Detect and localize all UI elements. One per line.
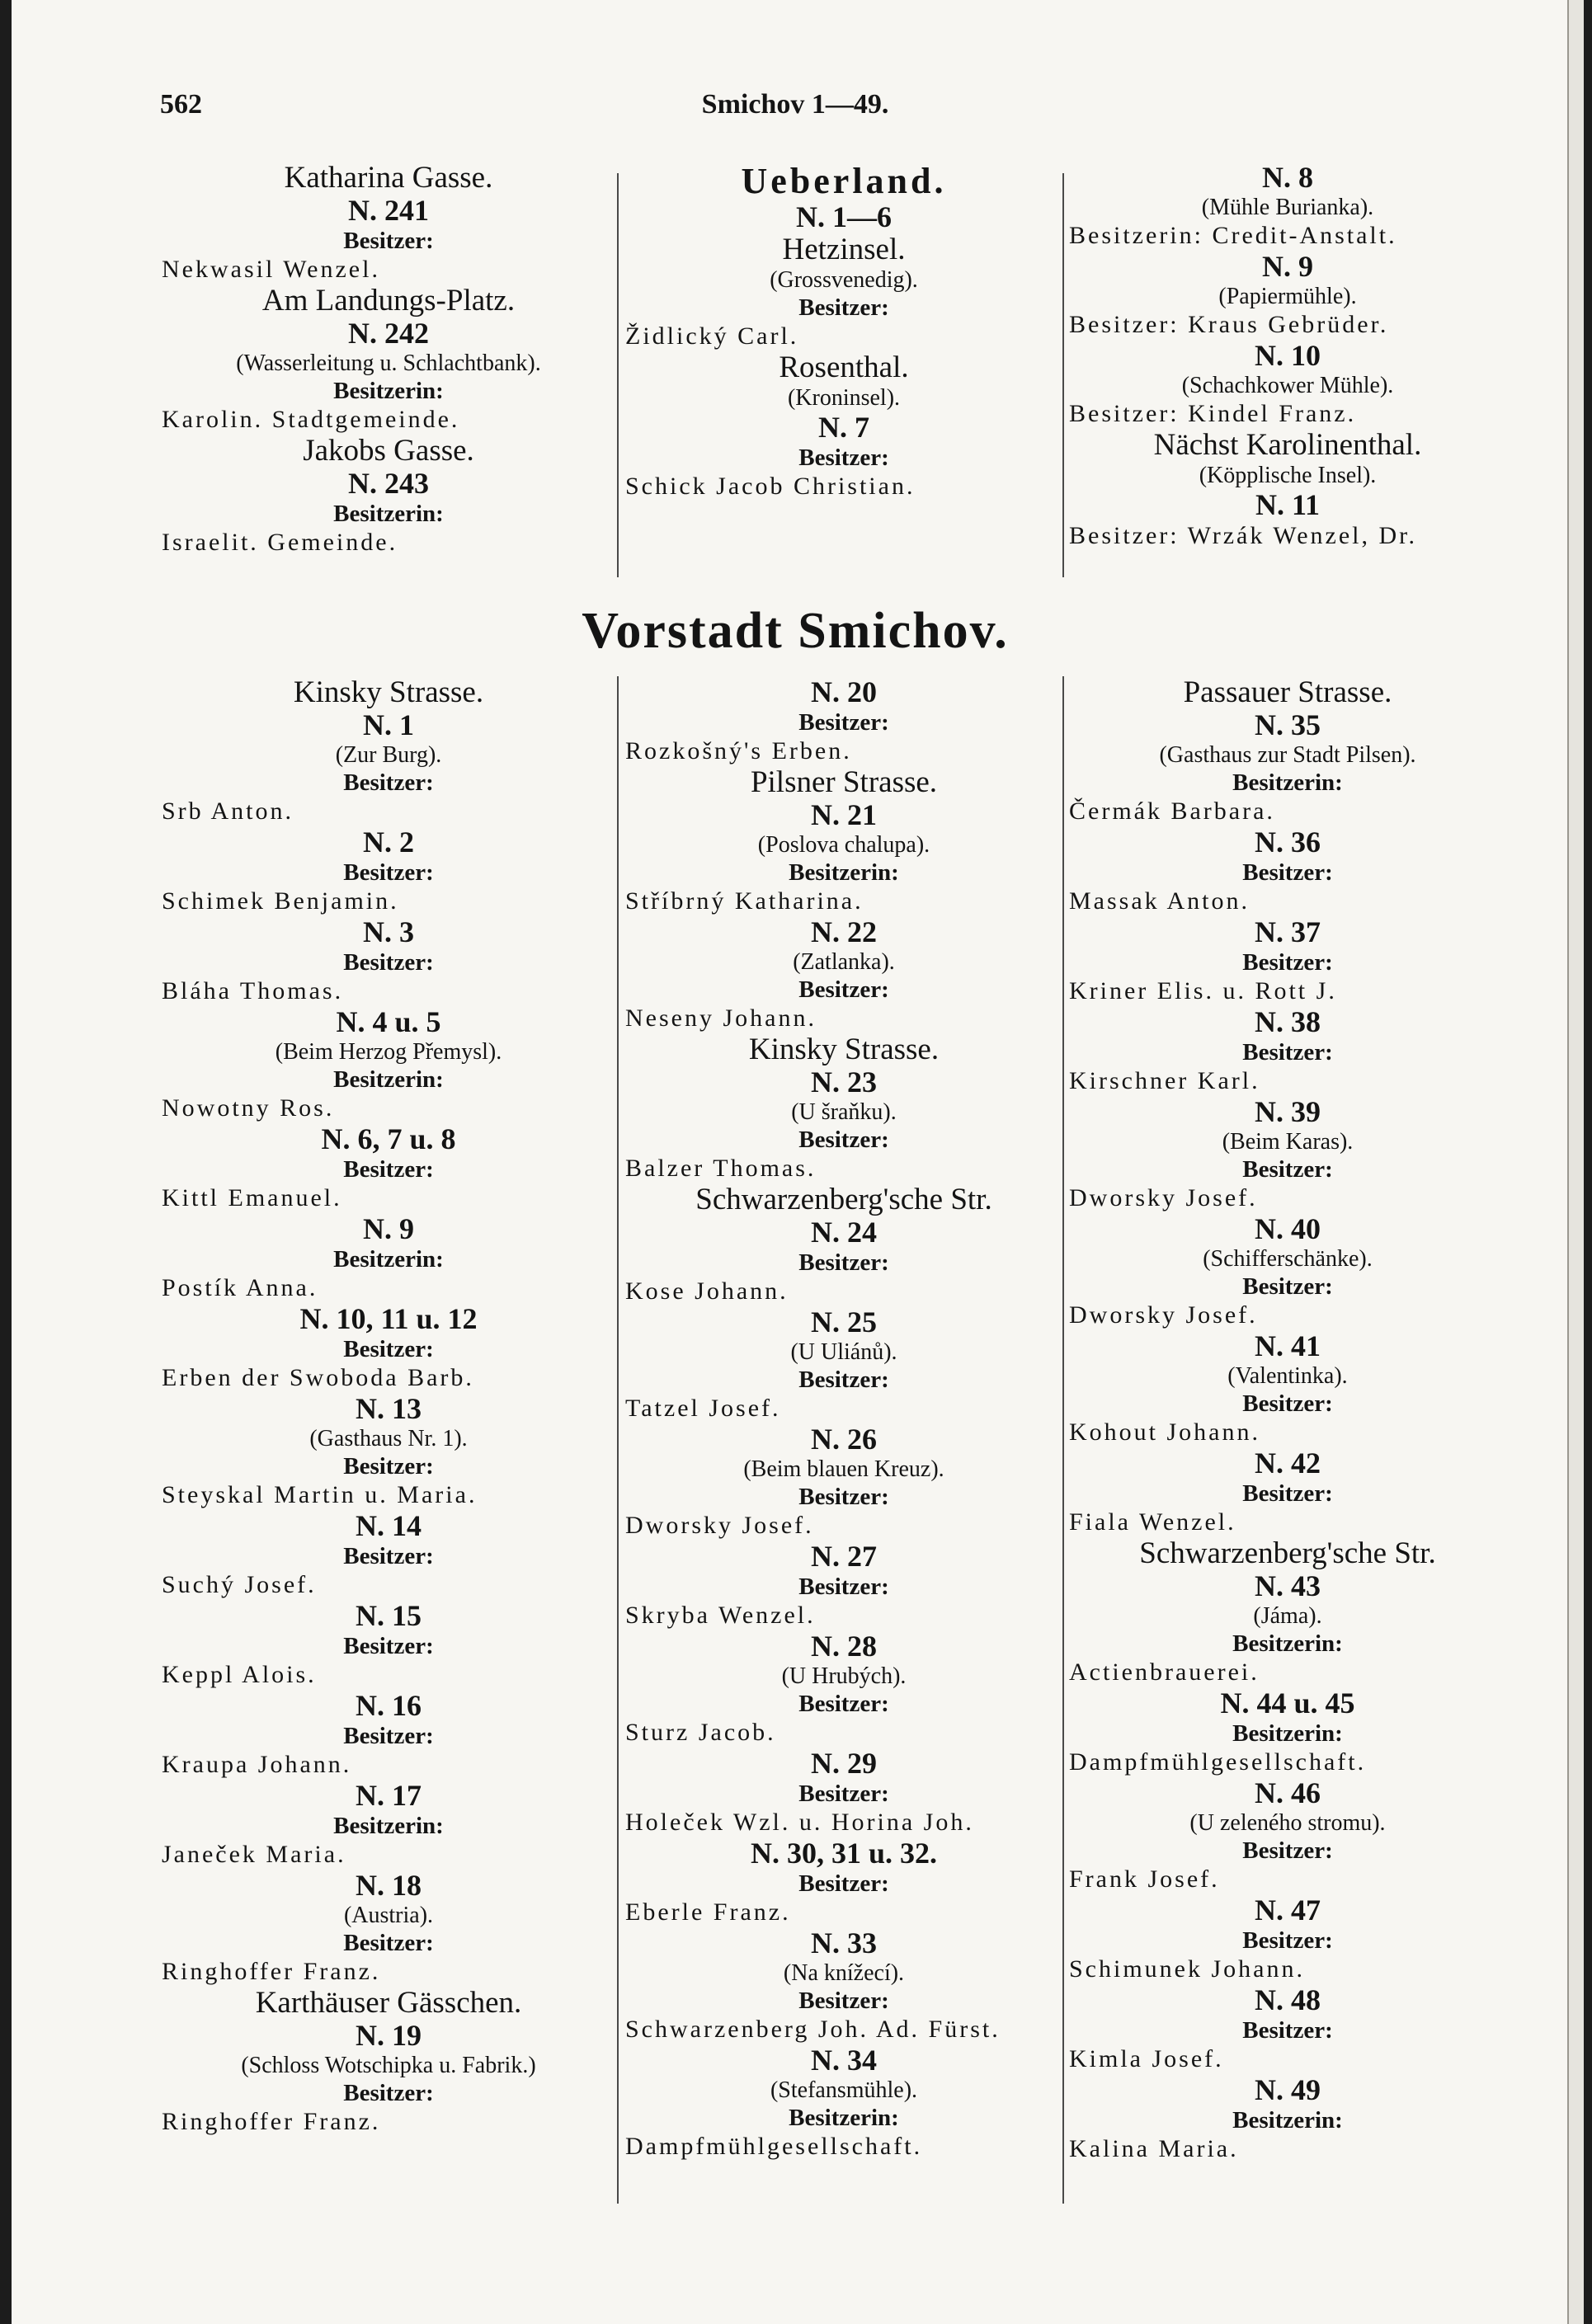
owner-name: Tatzel Josef. [625, 1395, 781, 1422]
house-name: (Kroninsel). [787, 385, 901, 411]
top-column-middle [625, 162, 1062, 501]
house-number: N. 28 [811, 1630, 877, 1663]
house-number: N. 14 [356, 1509, 422, 1542]
owner-label: Besitzerin: [789, 2105, 899, 2131]
owner-name: Eberle Franz. [625, 1898, 791, 1926]
street-name: Kinsky Strasse. [748, 1033, 940, 1066]
owner-label: Besitzerin: [333, 1246, 444, 1273]
owner-name: Schimunek Johann. [1069, 1955, 1305, 1983]
owner-label: Besitzer: [798, 1781, 889, 1807]
owner-name: Rozkošný's Erben. [625, 737, 852, 764]
house-number: N. 4 u. 5 [336, 1005, 441, 1038]
owner-name: Neseny Johann. [625, 1004, 817, 1032]
house-name: (Papiermühle). [1218, 284, 1357, 309]
owner-name: Nowotny Ros. [162, 1094, 335, 1122]
house-number: N. 13 [356, 1392, 422, 1425]
street-name: Schwarzenberg'sche Str. [1139, 1536, 1436, 1570]
house-number: N. 35 [1255, 708, 1321, 741]
owner-name: Dampfmühlgesellschaft. [1069, 1748, 1367, 1776]
house-name: (Poslova chalupa). [757, 832, 930, 858]
column-rule [617, 676, 619, 2204]
house-number: N. 38 [1255, 1005, 1321, 1038]
owner-name: Ringhoffer Franz. [162, 2108, 381, 2135]
owner-name: Kittl Emanuel. [162, 1184, 342, 1211]
owner-name: Srb Anton. [162, 797, 294, 825]
owner-name: Schick Jacob Christian. [625, 473, 916, 500]
owner-name: Janeček Maria. [162, 1841, 346, 1868]
house-number: N. 23 [811, 1066, 877, 1098]
house-name: (Grossvenedig). [770, 267, 918, 293]
house-name: (Gasthaus Nr. 1). [309, 1426, 468, 1451]
house-number: N. 11 [1255, 488, 1320, 521]
house-name: (Wasserleitung u. Schlachtbank). [236, 350, 541, 376]
house-name: (Na knížecí). [783, 1960, 905, 1986]
owner-label: Besitzer: [798, 1691, 889, 1717]
owner-name: Postík Anna. [162, 1274, 318, 1301]
owner-label: Besitzer: [343, 2080, 434, 2106]
page-number: 562 [160, 89, 202, 120]
owner-name: Frank Josef. [1069, 1865, 1220, 1893]
owner-label: Besitzer: [1242, 1837, 1333, 1864]
house-number: N. 1—6 [796, 200, 892, 233]
house-number: N. 8 [1262, 161, 1313, 194]
owner-label: Besitzer: [798, 1988, 889, 2014]
owner-label: Besitzer: [798, 1367, 889, 1393]
owner-label: Besitzer: [1242, 1390, 1333, 1417]
owner-name: Steyskal Martin u. Maria. [162, 1481, 478, 1508]
owner-label: Besitzer: [343, 1633, 434, 1659]
owner-label: Besitzerin: [1232, 2107, 1343, 2133]
house-name: (Valentinka). [1227, 1363, 1348, 1389]
house-number: N. 18 [356, 1869, 422, 1902]
house-number: N. 33 [811, 1926, 877, 1959]
owner-name: Kriner Elis. u. Rott J. [1069, 977, 1337, 1004]
owner-label: Besitzer: [1242, 1273, 1333, 1300]
column-rule [617, 173, 619, 577]
house-name: (Schifferschänke). [1203, 1246, 1373, 1272]
owner-label: Besitzer: [1242, 2017, 1333, 2044]
owner-name: Besitzer: Kindel Franz. [1069, 400, 1357, 427]
house-name: (Stefansmühle). [770, 2077, 918, 2103]
house-number: N. 34 [811, 2044, 877, 2077]
owner-label: Besitzer: [798, 1484, 889, 1510]
house-number: N. 30, 31 u. 32. [750, 1837, 938, 1870]
owner-label: Besitzerin: [333, 1813, 444, 1839]
house-name: (Schachkower Mühle). [1181, 373, 1394, 398]
house-number: N. 46 [1255, 1776, 1321, 1809]
house-number: N. 36 [1255, 826, 1321, 859]
house-name: (Gasthaus zur Stadt Pilsen). [1159, 742, 1416, 768]
house-number: N. 7 [818, 411, 869, 444]
house-number: N. 42 [1255, 1447, 1321, 1480]
house-name: (Austria). [343, 1903, 434, 1928]
column-rule [1062, 173, 1064, 577]
house-number: N. 48 [1255, 1983, 1321, 2016]
page-header [12, 89, 1567, 129]
column-rule [1062, 676, 1064, 2204]
owner-name: Dampfmühlgesellschaft. [625, 2133, 923, 2160]
house-number: N. 243 [348, 467, 429, 500]
owner-label: Besitzer: [1242, 1480, 1333, 1507]
owner-name: Dworsky Josef. [1069, 1184, 1258, 1211]
bottom-column-right [1069, 676, 1506, 2164]
house-number: N. 21 [811, 798, 877, 831]
owner-label: Besitzerin: [333, 378, 444, 404]
owner-name: Balzer Thomas. [625, 1155, 817, 1182]
owner-label: Besitzerin: [333, 501, 444, 527]
house-number: N. 17 [356, 1779, 422, 1812]
house-number: N. 16 [356, 1689, 422, 1722]
house-number: N. 43 [1255, 1569, 1321, 1602]
owner-name: Kose Johann. [625, 1277, 789, 1305]
street-name: Schwarzenberg'sche Str. [695, 1183, 992, 1216]
owner-label: Besitzer: [798, 1249, 889, 1276]
owner-name: Nekwasil Wenzel. [162, 256, 380, 283]
house-number: N. 15 [356, 1599, 422, 1632]
house-name: (U šraňku). [791, 1099, 897, 1125]
owner-name: Skryba Wenzel. [625, 1602, 816, 1629]
owner-name: Dworsky Josef. [1069, 1301, 1258, 1329]
house-number: N. 19 [356, 2019, 422, 2052]
house-number: N. 242 [348, 317, 429, 350]
street-name: Passauer Strasse. [1183, 675, 1392, 709]
owner-name: Actienbrauerei. [1069, 1658, 1260, 1686]
street-name: Rosenthal. [779, 350, 909, 384]
owner-label: Besitzer: [1242, 859, 1333, 886]
owner-label: Besitzer: [798, 1127, 889, 1153]
house-number: N. 1 [363, 708, 414, 741]
house-number: N. 47 [1255, 1894, 1321, 1926]
owner-name: Kalina Maria. [1069, 2135, 1239, 2162]
street-name: Pilsner Strasse. [750, 765, 938, 799]
house-number: N. 41 [1255, 1329, 1321, 1362]
street-name: Nächst Karolinenthal. [1153, 428, 1422, 462]
owner-name: Israelit. Gemeinde. [162, 529, 398, 556]
owner-label: Besitzer: [1242, 949, 1333, 976]
owner-label: Besitzer: [798, 1574, 889, 1600]
owner-name: Sturz Jacob. [625, 1719, 776, 1746]
house-name: (Beim Herzog Přemysl). [275, 1039, 502, 1065]
top-column-left [162, 162, 615, 557]
owner-name: Kimla Josef. [1069, 2045, 1224, 2072]
owner-label: Besitzer: [343, 859, 434, 886]
bottom-column-left [162, 676, 615, 2137]
street-name: Karthäuser Gässchen. [255, 1986, 522, 2020]
running-head: Smichov 1—49. [701, 89, 889, 120]
district-heading: Ueberland. [741, 161, 947, 201]
house-name: (Mühle Burianka). [1201, 195, 1374, 220]
owner-label: Besitzer: [798, 976, 889, 1003]
owner-name: Kirschner Karl. [1069, 1067, 1260, 1094]
house-name: (Köpplische Insel). [1199, 463, 1377, 488]
owner-label: Besitzer: [798, 294, 889, 321]
house-number: N. 22 [811, 915, 877, 948]
street-name: Katharina Gasse. [284, 161, 493, 195]
house-number: N. 9 [1262, 250, 1313, 283]
street-name: Kinsky Strasse. [293, 675, 484, 709]
house-number: N. 6, 7 u. 8 [321, 1122, 456, 1155]
house-number: N. 10 [1255, 339, 1321, 372]
owner-label: Besitzer: [343, 228, 434, 254]
house-name: (Jáma). [1253, 1603, 1322, 1629]
owner-label: Besitzer: [343, 949, 434, 976]
owner-name: Besitzer: Kraus Gebrüder. [1069, 311, 1389, 338]
owner-name: Schimek Benjamin. [162, 887, 399, 915]
house-name: (Zur Burg). [335, 742, 442, 768]
house-number: N. 9 [363, 1212, 414, 1245]
owner-label: Besitzer: [1242, 1039, 1333, 1066]
house-number: N. 37 [1255, 915, 1321, 948]
owner-label: Besitzerin: [1232, 1630, 1343, 1657]
house-name: (U Hrubých). [781, 1663, 907, 1689]
house-number: N. 44 u. 45 [1220, 1687, 1355, 1719]
owner-label: Besitzer: [343, 1543, 434, 1569]
house-number: N. 25 [811, 1305, 877, 1338]
house-number: N. 27 [811, 1540, 877, 1573]
owner-name: Erben der Swoboda Barb. [162, 1364, 474, 1391]
house-name: (U zeleného stromu). [1189, 1810, 1386, 1836]
owner-name: Suchý Josef. [162, 1571, 317, 1598]
owner-label: Besitzer: [343, 1453, 434, 1480]
owner-name: Schwarzenberg Joh. Ad. Fürst. [625, 2016, 1001, 2043]
owner-name: Židlický Carl. [625, 322, 799, 350]
owner-name: Massak Anton. [1069, 887, 1250, 915]
owner-name: Keppl Alois. [162, 1661, 317, 1688]
owner-label: Besitzerin: [333, 1066, 444, 1093]
owner-label: Besitzer: [798, 709, 889, 736]
bottom-column-middle [625, 676, 1062, 2162]
owner-name: Karolin. Stadtgemeinde. [162, 406, 460, 433]
house-number: N. 3 [363, 915, 414, 948]
street-name: Jakobs Gasse. [303, 434, 474, 468]
owner-name: Ringhoffer Franz. [162, 1958, 381, 1985]
owner-name: Dworsky Josef. [625, 1512, 814, 1539]
house-number: N. 29 [811, 1747, 877, 1780]
owner-name: Besitzer: Wrzák Wenzel, Dr. [1069, 522, 1417, 549]
owner-label: Besitzer: [1242, 1156, 1333, 1183]
owner-label: Besitzer: [343, 1336, 434, 1362]
house-number: N. 10, 11 u. 12 [299, 1302, 478, 1335]
owner-label: Besitzerin: [1232, 769, 1343, 796]
owner-label: Besitzer: [1242, 1927, 1333, 1954]
house-number: N. 241 [348, 194, 429, 227]
house-name: (Beim Karas). [1222, 1129, 1354, 1155]
owner-name: Holeček Wzl. u. Horina Joh. [625, 1809, 974, 1836]
page [12, 0, 1584, 2324]
owner-label: Besitzer: [343, 1156, 434, 1183]
owner-label: Besitzer: [798, 1870, 889, 1897]
house-name: (Schloss Wotschipka u. Fabrik.) [241, 2053, 536, 2078]
owner-label: Besitzer: [343, 769, 434, 796]
house-number: N. 39 [1255, 1095, 1321, 1128]
owner-name: Besitzerin: Credit-Anstalt. [1069, 222, 1397, 249]
house-name: (Beim blauen Kreuz). [743, 1456, 944, 1482]
section-title: Vorstadt Smichov. [582, 603, 1009, 659]
owner-name: Stříbrný Katharina. [625, 887, 864, 915]
page-edge [1567, 0, 1584, 2324]
house-name: (U Uliánů). [790, 1339, 897, 1365]
owner-label: Besitzer: [343, 1723, 434, 1749]
owner-name: Kraupa Johann. [162, 1751, 352, 1778]
house-number: N. 24 [811, 1216, 877, 1249]
house-number: N. 49 [1255, 2073, 1321, 2106]
owner-name: Čermák Barbara. [1069, 797, 1275, 825]
owner-label: Besitzer: [343, 1930, 434, 1956]
street-name: Am Landungs-Platz. [261, 284, 516, 318]
owner-name: Bláha Thomas. [162, 977, 344, 1004]
house-name: (Zatlanka). [793, 949, 895, 975]
house-number: N. 26 [811, 1423, 877, 1456]
owner-name: Kohout Johann. [1069, 1418, 1260, 1446]
top-column-right [1069, 162, 1506, 551]
owner-label: Besitzerin: [1232, 1720, 1343, 1747]
street-name: Hetzinsel. [782, 233, 906, 266]
owner-label: Besitzerin: [789, 859, 899, 886]
owner-label: Besitzer: [798, 445, 889, 471]
owner-name: Fiala Wenzel. [1069, 1508, 1236, 1536]
house-number: N. 20 [811, 675, 877, 708]
house-number: N. 2 [363, 826, 414, 859]
house-number: N. 40 [1255, 1212, 1321, 1245]
